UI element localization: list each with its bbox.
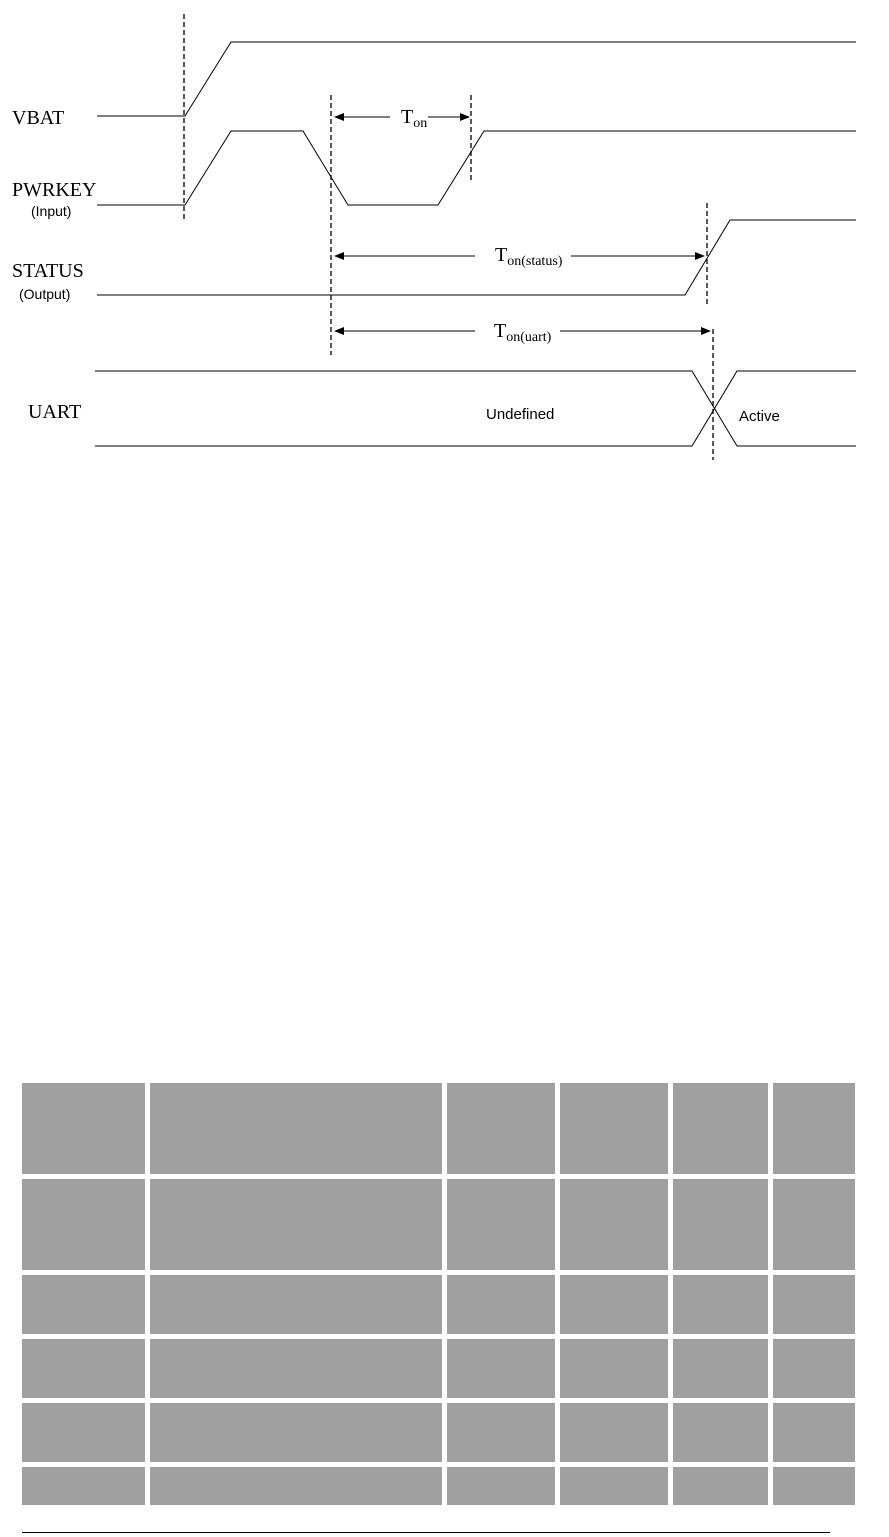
uart-state-undefined: Undefined [486,406,555,423]
signal-sublabel-status: (Output) [19,286,71,302]
table-cell [773,1275,855,1334]
table-cell [773,1339,855,1398]
table-cell [150,1179,442,1270]
table-row [22,1179,855,1270]
table-cell [773,1467,855,1505]
table-cell [560,1083,668,1174]
ton-status-label: $T_{on(status)}$ [495,244,563,269]
table-cell [150,1275,442,1334]
signal-label-uart: UART [28,401,82,423]
table-cell [22,1275,145,1334]
table-cell [447,1467,555,1505]
uart-state-active: Active [739,408,780,425]
table-row [22,1403,855,1462]
table-cell [673,1083,768,1174]
power-on-timing-diagram [0,0,889,470]
table-cell [560,1403,668,1462]
table-cell [447,1083,555,1174]
table-cell [22,1467,145,1505]
table-cell [560,1339,668,1398]
table-cell [150,1403,442,1462]
table-row [22,1339,855,1398]
table-cell [673,1275,768,1334]
table-cell [560,1275,668,1334]
table-row [22,1467,855,1505]
ton-label: $T_{on}$ [401,106,428,131]
table-cell [22,1403,145,1462]
table-cell [673,1467,768,1505]
table-cell [447,1179,555,1270]
table-cell [22,1339,145,1398]
table-cell [673,1403,768,1462]
table-cell [447,1403,555,1462]
table-cell [560,1467,668,1505]
table-cell [22,1083,145,1174]
table-cell [447,1275,555,1334]
ton-uart-label: $T_{on(uart)}$ [494,320,552,345]
timing-parameter-table [17,1078,860,1510]
table-cell [773,1179,855,1270]
table-cell [773,1083,855,1174]
table-cell [673,1339,768,1398]
table-cell [447,1339,555,1398]
pwrkey-waveform [97,131,856,205]
signal-label-pwrkey: PWRKEY [12,179,97,201]
table-row [22,1275,855,1334]
table-cell [150,1467,442,1505]
signal-label-vbat: VBAT [12,107,65,129]
table-cell [150,1339,442,1398]
table-header-row [22,1083,855,1174]
table-cell [150,1083,442,1174]
vbat-waveform [97,42,856,116]
table-cell [560,1179,668,1270]
table-cell [673,1179,768,1270]
table-cell [773,1403,855,1462]
signal-label-status: STATUS [12,260,84,282]
footer-rule [22,1532,830,1533]
signal-sublabel-pwrkey: (Input) [31,203,72,219]
table-cell [22,1179,145,1270]
status-waveform [97,220,856,295]
